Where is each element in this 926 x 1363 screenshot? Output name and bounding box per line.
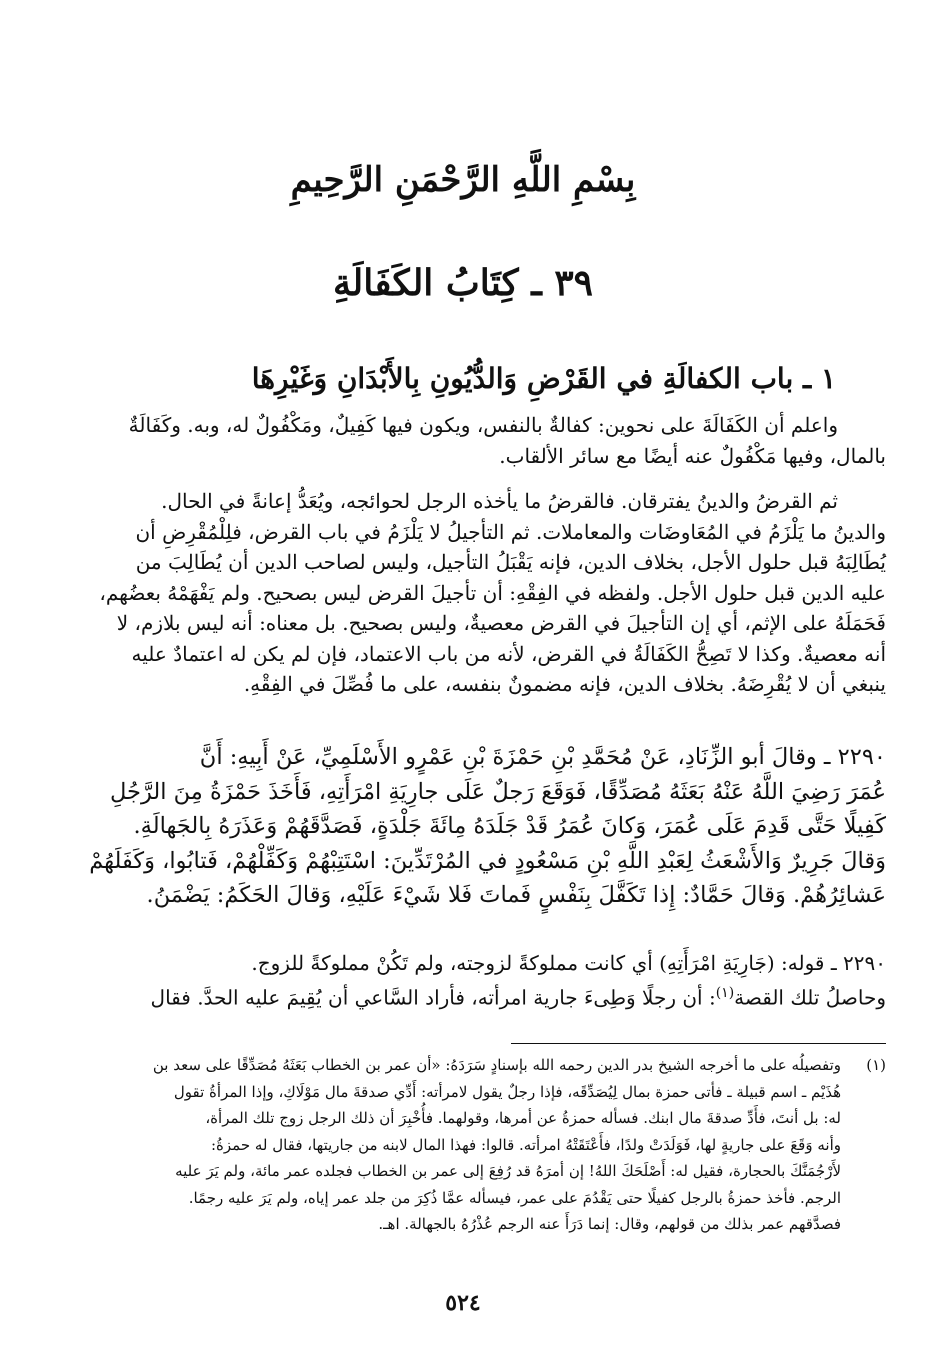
commentary-line: يُطَالِبَهُ قبل حلول الأجل، بخلاف الدين، فإنه يَقْبَلُ التأجيل، وليس لصاحب الدين أن يُطَالِبَ من [135,550,886,574]
footnote-line: وأنه وَقَعَ على جاريةٍ لها، فَوَلَدَتْ ولدًا، فأَعْتَقَتْهُ امرأته. قالوا: فهذا المال لابنه من جاريتها، فقال له حمزةُ: [210,1135,841,1154]
hadith-line: عُمَرَ رَضِيَ اللَّهُ عَنْهُ بَعَثَهُ مُصَدِّقًا، فَوَقَعَ رَجلٌ عَلَى جارِيَةِ امْرَأَتِهِ، فَأَخَذَ حَمْزَةُ مِنَ الرَّجُلِ [110,778,886,805]
footnote-text [42,1052,886,1238]
explanation-line: ٢٢٩٠ ـ قوله: (جَارِيَةِ امْرَأَتِهِ) أي كانت مملوكةً لزوجته، ولم تَكُنْ مملوكةً للزوج. [251,951,886,975]
hadith-line: كَفِيلًا حَتَّى قَدِمَ عَلَى عُمَرَ، وَكانَ عُمَرُ قَدْ جَلَدَهُ مِائَةَ جَلْدَةٍ، فَصَدَّقَهُمْ وَعَذَرَهُ بِالجَهالَةِ. [133,813,886,839]
hadith-line: ٢٢٩٠ ـ وقالَ أبو الزِّنَادِ، عَنْ مُحَمَّدِ بْنِ حَمْزَةَ بْنِ عَمْرٍو الأَسْلَمِيِّ، عَنْ أَبِيهِ: أَنَّ [199,744,886,770]
hadith-line: عَشائِرُهُمْ. وَقالَ حَمَّادٌ: إِذا تَكَفَّلَ بِنَفْسٍ فَماتَ فَلا شَيْءَ عَلَيْهِ، وَقالَ الحَكَمُ: يَضْمَنُ. [146,882,886,908]
explanation-line [42,978,886,1013]
basmala-heading: بِسْمِ اللَّهِ الرَّحْمَنِ الرَّحِيمِ [290,160,636,200]
chapter-title: ١ ـ باب الكفالَةِ في القَرْضِ وَالدُّيُونِ بِالأَبْدَانِ وَغَيْرِهَا [251,362,836,395]
book-title: ٣٩ ـ كِتَابُ الكَفَالَةِ [333,262,593,304]
commentary-paragraph [42,486,886,700]
intro-line: واعلم أن الكَفَالَةَ على نحوين: كفالةٌ بالنفس، ويكون فيها كَفِيلٌ، ومَكْفُولٌ له، وبه. وكَفَالَةٌ [128,413,838,437]
commentary-line: أنه معصيةٌ. وكذا لا تَصِحُّ الكَفَالَةُ في القرض، لأنه من باب الاعتماد، فإن لم يكن له اعتمادٌ عليه [131,641,886,666]
hadith-explanation [42,948,886,1013]
page-number: ٥٢٤ [445,1290,481,1316]
footnote-line: هُذَيْم ـ اسم قبيلة ـ فأتى حمزة بمال لِيُصَدِّقَه، فإذا رجلٌ يقول لامرأته: أَدِّي صدقةَ مال مَوْلَاكِ، وإذا المرأةُ تقول [173,1082,841,1101]
explanation-text: وحاصلُ تلك القصة [734,985,886,1010]
commentary-line: فَحَمَلَهُ على الإثم، أي إن التأجيلَ في القرض معصيةٌ، وليس بصحيح. بل معناه: أنه ليس بلازم، لا [116,611,886,635]
intro-paragraph [42,410,886,471]
intro-line: بالمال، وفيها مَكْفُولٌ عنه أيضًا مع سائر الألقاب. [499,443,886,468]
footnote-line: الرجم. فأخذ حمزةُ بالرجل كفيلًا حتى يَقْدُمَ على عمر، فيسأله عمَّا ذُكِرَ من جلد عمر إياه، ولم يَرَ عليه رجمًا. [188,1188,841,1207]
footnote-reference[interactable]: (١) [715,985,735,1001]
footnote [42,1052,886,1238]
footnote-line: له: بل أنتَ، فأَدِّ صدقةَ مال ابنك. فسأله حمزةُ عن أمرها، وقولهما. فأُخْبِرَ أن ذلك الرجل زوج تلك المرأة، [205,1109,841,1127]
footnote-line: لأَرْجُمَنَّكَ بالحجارة، فقيل له: أَصْلَحَكَ اللهُ! إن أمرَهُ قد رُفِعَ إلى عمر بن الخطاب فجلده عمر مائة، ولم يَرَ عليه [175,1162,841,1180]
commentary-line: والدينُ ما يَلْزَمُ في المُعَاوضَات والمعاملات. ثم التأجيلُ لا يَلْزَمُ في باب القرض، فلِلْمُقْرِضِ أن [135,519,886,544]
footnote-line: فصدَّقهم عمر بذلك من قولهم، وقال: إنما دَرَأَ عنه الرجم عُذْرُهُ بالجهالة. اهـ. [378,1215,841,1233]
footnote-divider [511,1043,886,1044]
hadith-text [42,740,886,913]
hadith-line: وَقالَ جَرِيرٌ وَالأَشْعَثُ لِعَبْدِ اللَّهِ بْنِ مَسْعُودٍ في المُرْتَدِّينَ: اسْتَتِبْهُمْ وَكَفِّلْهُمْ، فَتابُوا، وَكَفَلَهُمْ [89,847,886,874]
footnote-line: وتفصيلُه على ما أخرجه الشيخ بدر الدين رحمه الله بإسنادٍ سَرَدَهُ: «أن عمر بن الخطاب بَعَثَهُ مُصَدِّقًا على سعد بن [152,1056,841,1074]
explanation-text: : أن رجلًا وَطِىءَ جارية امرأته، فأراد السَّاعي أن يُقِيمَ عليه الحدَّ. فقال [150,985,716,1010]
commentary-line: ثم القرضُ والدينُ يفترقان. فالقرضُ ما يأخذه الرجل لحوائجه، ويُعَدُّ إعانةً في الحال. [161,489,838,513]
commentary-line: ينبغي أن لا يُقْرِضَهُ. بخلاف الدين، فإنه مضمونٌ بنفسه، على ما فُصِّلَ في الفِقْهِ. [243,672,886,696]
commentary-line: عليه الدين قبل حلول الأجل. ولفظه في الفِقْهِ: أن تأجيلَ القرض ليس بصحيح. ولم يَفْهَمْهُ بعضُهم، [99,580,886,605]
footnote-marker: (١) [866,1056,886,1074]
